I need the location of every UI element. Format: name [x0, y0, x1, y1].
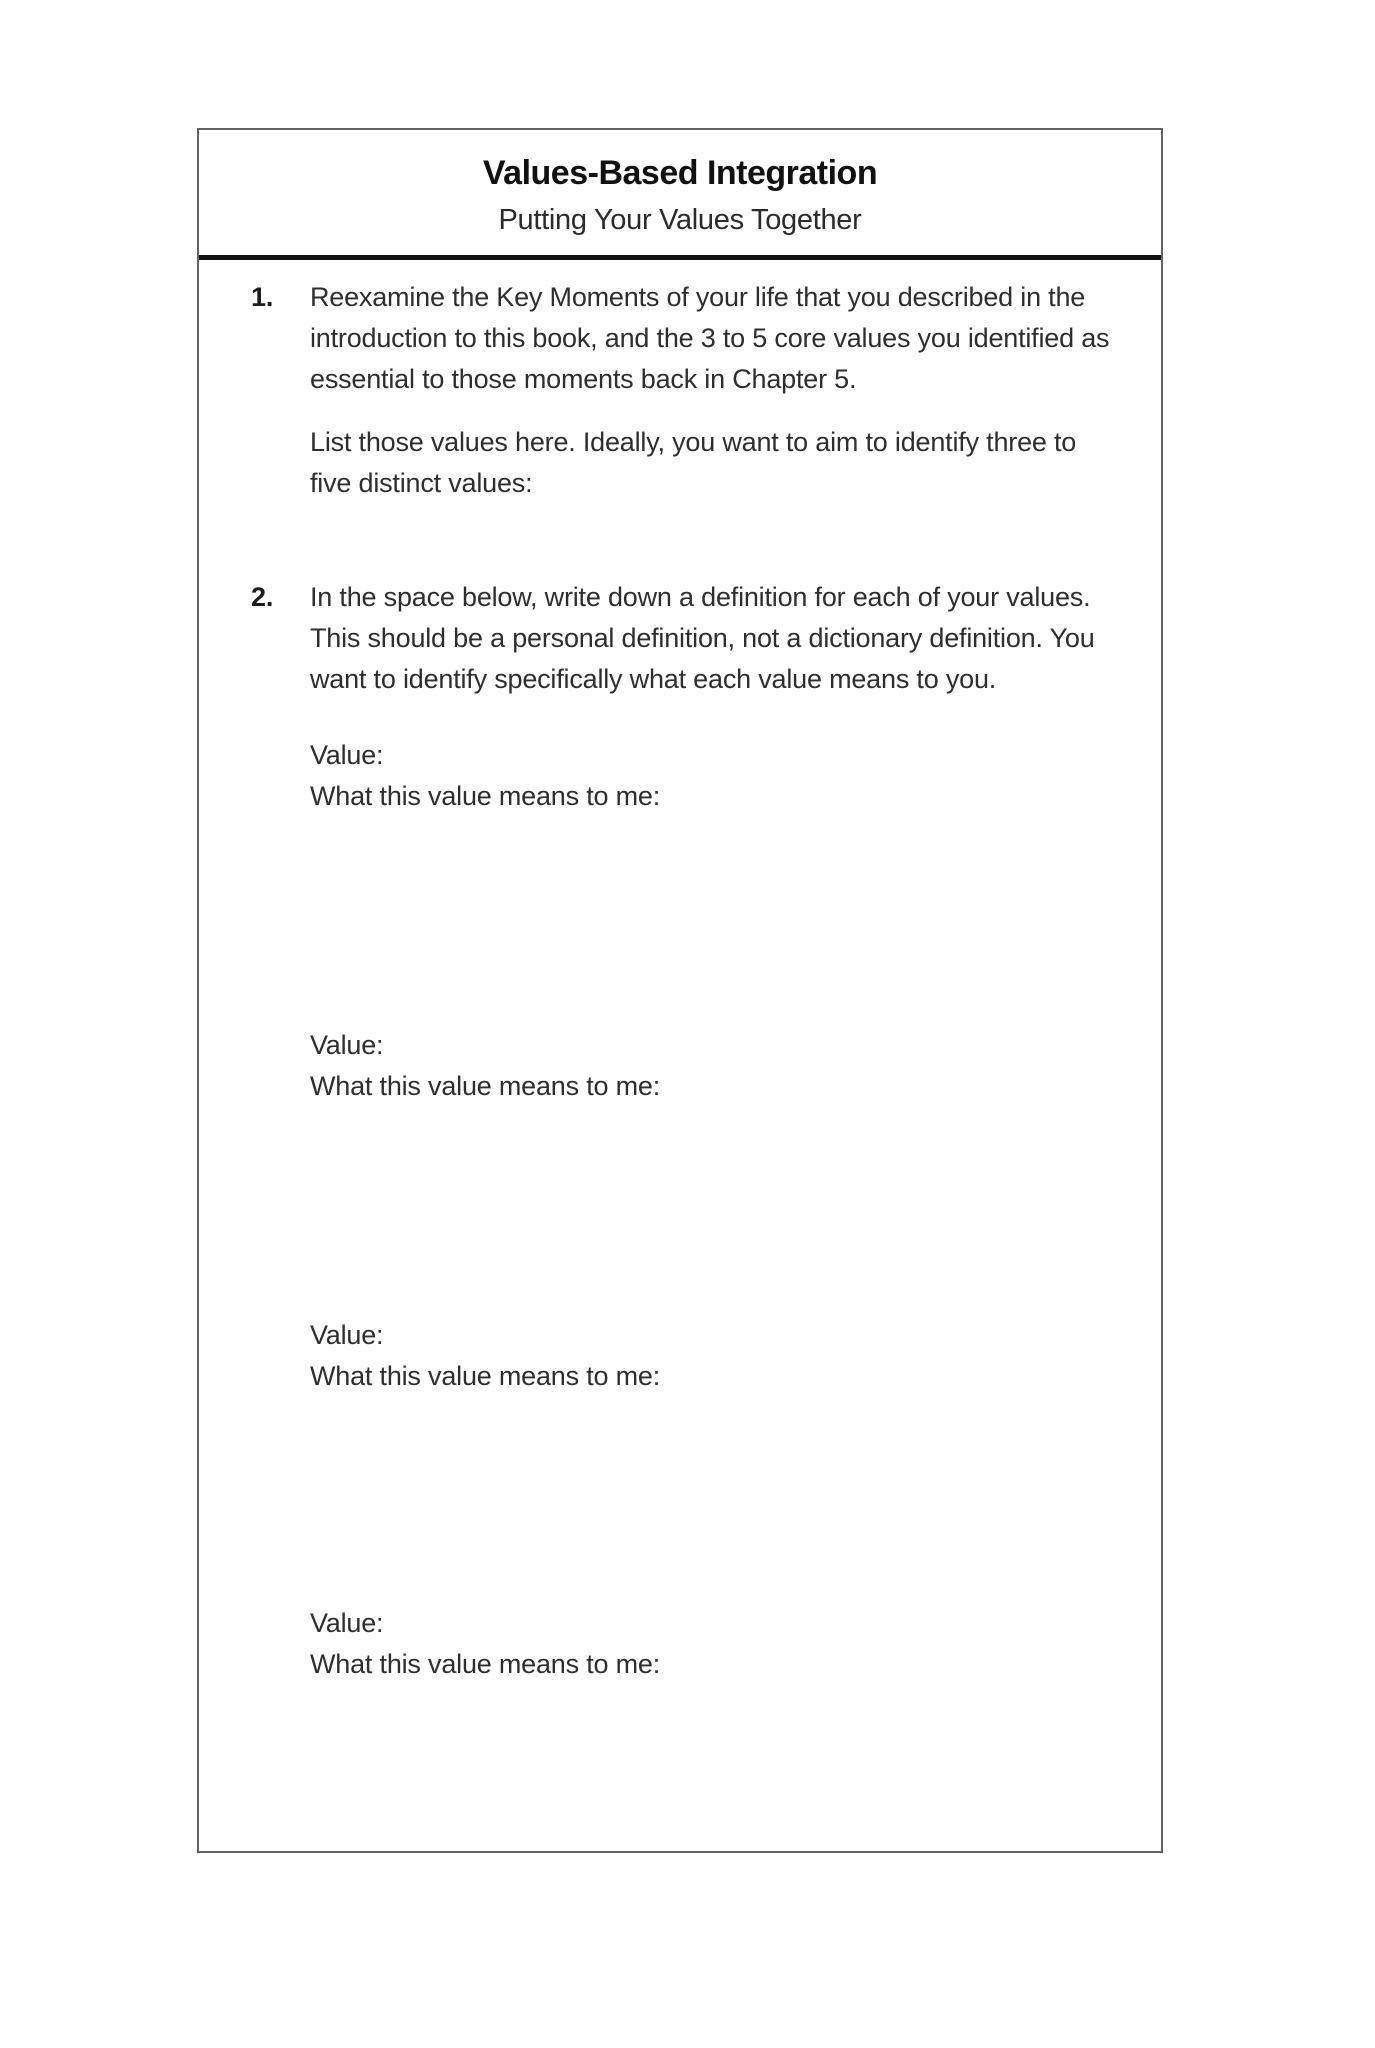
value-block-4	[310, 1603, 1115, 1685]
value-means-label-2: What this value means to me:	[310, 1071, 661, 1101]
value-block-2	[310, 1025, 1115, 1107]
value-label-2: Value:	[310, 1030, 384, 1060]
item-1-line-3: essential to those moments back in Chapter 5.	[310, 364, 857, 394]
page-title: Values-Based Integration	[482, 154, 878, 192]
value-block-3	[310, 1315, 1115, 1397]
value-label-4: Value:	[310, 1608, 384, 1638]
item-1-line-2: introduction to this book, and the 3 to 5 core values you identified as	[310, 323, 1110, 353]
item-2-line-3: want to identify specifically what each value means to you.	[310, 664, 997, 694]
item-2-line-2: This should be a personal definition, not a dictionary definition. You	[310, 623, 1095, 653]
value-means-label-3: What this value means to me:	[310, 1361, 661, 1391]
item-2-line-1: In the space below, write down a definition for each of your values.	[310, 582, 1091, 612]
item-2-number: 2.	[251, 582, 274, 612]
value-label-1: Value:	[310, 740, 384, 770]
worksheet-body	[199, 277, 1161, 1685]
value-label-3: Value:	[310, 1320, 384, 1350]
item-2-text	[310, 577, 1115, 700]
instruction-item-2	[251, 577, 1115, 700]
item-1-subparagraph	[310, 422, 1115, 504]
instruction-item-1	[251, 277, 1115, 400]
worksheet-box	[197, 128, 1163, 1853]
value-means-label-4: What this value means to me:	[310, 1649, 661, 1679]
item-1-text	[310, 277, 1115, 400]
item-1-number: 1.	[251, 282, 274, 312]
item-1-line-1: Reexamine the Key Moments of your life that you described in the	[310, 282, 1086, 312]
page-subtitle: Putting Your Values Together	[498, 204, 862, 236]
item-1-sub-line-2: five distinct values:	[310, 468, 533, 498]
item-1-sub-line-1: List those values here. Ideally, you want to aim to identify three to	[310, 427, 1077, 457]
value-block-1	[310, 735, 1115, 817]
worksheet-header	[199, 130, 1161, 260]
value-means-label-1: What this value means to me:	[310, 781, 661, 811]
